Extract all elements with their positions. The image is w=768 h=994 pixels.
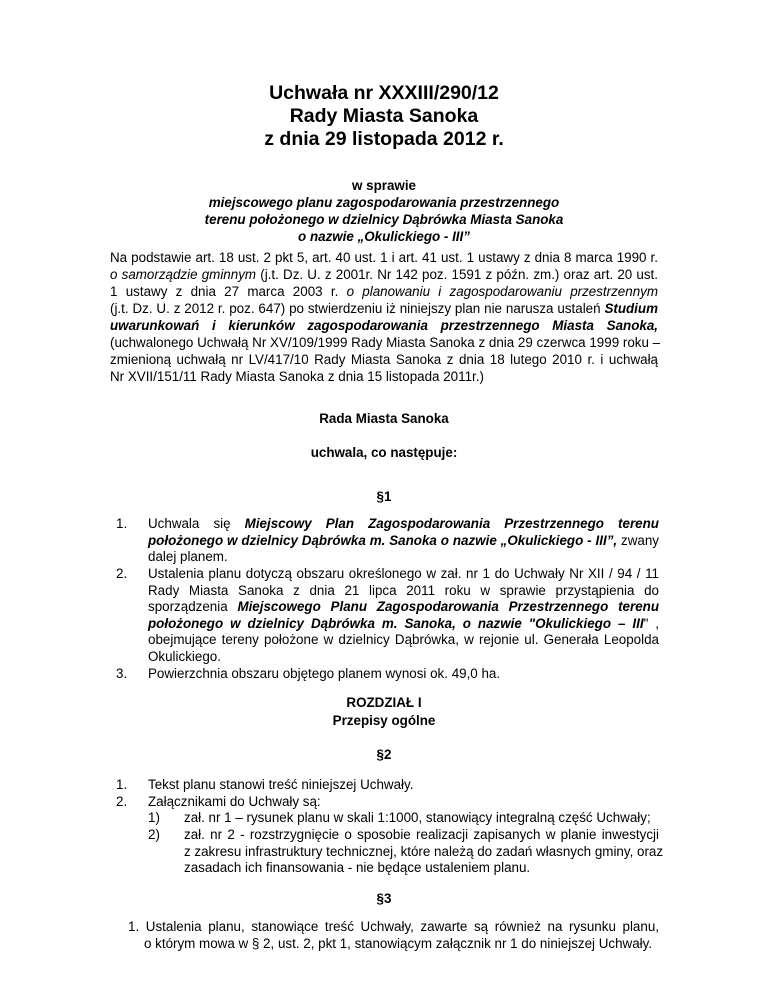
section-2-heading: §2 xyxy=(376,747,392,762)
section-1-item-1 xyxy=(148,516,659,566)
section-1-heading: §1 xyxy=(376,489,392,504)
item-number: 3. xyxy=(116,666,128,681)
section-2-item-2 xyxy=(148,794,659,811)
item-text: Rady Miasta Sanoka z dnia 21 lipca 2011 roku w sprawie przystąpienia do xyxy=(148,582,659,598)
item-text: z zakresu infrastruktury technicznej, które należą do zadań własnych gminy, oraz xyxy=(184,843,664,859)
preamble-line xyxy=(110,266,658,283)
item-line xyxy=(148,516,659,533)
subject-line-3: terenu położonego w dzielnicy Dąbrówka Miasta Sanoka xyxy=(204,212,564,227)
item-text: zwany xyxy=(617,532,659,548)
item-text: sporządzenia xyxy=(148,599,238,614)
item-line xyxy=(148,549,659,566)
section-2-subitem-1 xyxy=(184,810,659,827)
plan-name: położonego w dzielnicy Dąbrówka m. Sanoka o nazwie „Okulickiego - III”, xyxy=(148,532,618,548)
title-number: Uchwała nr XXXIII/290/12 xyxy=(269,82,499,104)
preamble-paragraph xyxy=(110,249,661,385)
item-text: Załącznikami do Uchwały są: xyxy=(148,794,321,809)
item-line xyxy=(148,666,659,683)
section-2-subitem-2 xyxy=(184,827,664,877)
preamble-line xyxy=(110,249,658,266)
plan-name: Miejscowego Planu Zagospodarowania Przestrzennego terenu xyxy=(237,599,659,614)
subject-line-2: miejscowego planu zagospodarowania przestrzennego xyxy=(208,195,560,210)
item-text: zasadach ich finansowania - nie będące ustaleniem planu. xyxy=(184,860,531,875)
item-text: o którym mowa w § 2, ust. 2, pkt 1, stanowiącym załącznik nr 1 do niniejszej Uchwały. xyxy=(144,935,653,951)
item-line xyxy=(148,533,659,550)
item-text: Uchwala się xyxy=(148,516,245,531)
item-text: 1. Ustalenia planu, stanowiące treść Uchwały, zawarte są również na rysunku planu, xyxy=(128,919,659,934)
preamble-text: zmienioną uchwałą nr LV/417/10 Rady Miasta Sanoka z dnia 18 lutego 2010 r. i uchwałą xyxy=(110,352,658,367)
item-line xyxy=(184,810,659,827)
section-1-item-2 xyxy=(148,566,659,665)
item-number: 1. xyxy=(116,516,128,531)
item-line xyxy=(184,843,664,861)
title-date: z dnia 29 listopada 2012 r. xyxy=(264,128,504,150)
preamble-line xyxy=(110,300,658,317)
item-line xyxy=(128,936,659,953)
resolution-subject xyxy=(0,177,768,245)
preamble-text: (uchwalonego Uchwałą Nr XV/109/1999 Rady Miasta Sanoka z dnia 29 czerwca 1999 roku – xyxy=(110,335,661,350)
item-text: zał. nr 1 – rysunek planu w skali 1:1000, stanowiący integralną część Uchwały; xyxy=(184,810,651,825)
item-line xyxy=(184,860,659,877)
plan-name: Miejscowy Plan Zagospodarowania Przestrzennego terenu xyxy=(244,516,659,531)
item-text: obejmujące tereny położone w dzielnicy Dąbrówka, w rejonie ul. Generała Leopolda xyxy=(148,632,659,647)
section-2-item-1 xyxy=(148,777,659,794)
council-name: Rada Miasta Sanoka xyxy=(319,411,449,426)
subject-line-4: o nazwie „Okulickiego - III” xyxy=(298,229,470,244)
act-name: o samorządzie gminnym xyxy=(110,267,257,282)
subitem-number: 2) xyxy=(148,827,160,842)
item-line xyxy=(148,616,659,633)
item-text: Tekst planu stanowi treść niniejszej Uchwały. xyxy=(148,777,414,792)
title-council: Rady Miasta Sanoka xyxy=(289,105,479,127)
item-line xyxy=(148,649,659,666)
item-text: zał. nr 2 - rozstrzygnięcie o sposobie realizacji zapisanych w planie inwestycji xyxy=(184,827,659,842)
preamble-line xyxy=(110,283,658,300)
preamble-text: Nr XVII/151/11 Rady Miasta Sanoka z dnia 15 listopada 2011r.) xyxy=(110,369,484,384)
subitem-number: 1) xyxy=(148,810,160,825)
act-name: o planowaniu i zagospodarowaniu przestrzennym xyxy=(346,284,659,299)
resolution-title xyxy=(0,82,768,151)
item-text: Okulickiego. xyxy=(148,648,221,664)
preamble-line xyxy=(110,317,658,334)
subject-line-1: w sprawie xyxy=(351,178,416,193)
study-name: uwarunkowań i kierunków zagospodarowania przestrzennego Miasta Sanoka, xyxy=(110,318,658,333)
preamble-line xyxy=(110,368,658,385)
item-line xyxy=(148,566,659,583)
item-number: 1. xyxy=(116,777,128,792)
preamble-text: 1 ustawy z dnia 27 marca 2003 r. xyxy=(110,284,347,299)
item-line xyxy=(148,777,659,794)
preamble-text: Na podstawie art. 18 ust. 2 pkt 5, art. 40 ust. 1 i art. 41 ust. 1 ustawy z dnia 8 marca 1990 r. xyxy=(110,250,658,265)
chapter-title: ROZDZIAŁ I xyxy=(346,695,422,710)
item-number: 2. xyxy=(116,794,128,809)
preamble-line xyxy=(110,334,661,351)
section-3-heading: §3 xyxy=(376,891,392,906)
section-3-paragraph-1 xyxy=(128,919,659,952)
item-text: Ustalenia planu dotyczą obszaru określonego w zał. nr 1 do Uchwały Nr XII / 94 / 11 xyxy=(148,566,659,581)
item-line xyxy=(148,583,659,600)
item-line xyxy=(184,827,659,844)
item-text: " , xyxy=(643,615,659,631)
council-resolves: uchwala, co następuje: xyxy=(310,445,458,460)
preamble-line xyxy=(110,351,658,368)
item-text: dalej planem. xyxy=(148,549,228,564)
item-text: Powierzchnia obszaru objętego planem wynosi ok. 49,0 ha. xyxy=(148,666,501,681)
item-line xyxy=(148,599,659,616)
section-1-item-3 xyxy=(148,666,659,683)
preamble-text: (j.t. Dz. U. z 2012 r. poz. 647) po stwierdzeniu iż niniejszy plan nie narusza ustaleń xyxy=(110,301,605,316)
study-name: Studium xyxy=(604,301,658,316)
preamble-text: (j.t. Dz. U. z 2001r. Nr 142 poz. 1591 z późn. zm.) oraz art. 20 ust. xyxy=(256,267,658,282)
item-line xyxy=(148,794,659,811)
item-line xyxy=(148,632,659,649)
plan-name: położonego w dzielnicy Dąbrówka m. Sanoka, o nazwie "Okulickiego – III xyxy=(148,615,644,631)
item-line xyxy=(128,919,659,936)
chapter-subtitle: Przepisy ogólne xyxy=(332,713,436,728)
item-number: 2. xyxy=(116,566,128,581)
